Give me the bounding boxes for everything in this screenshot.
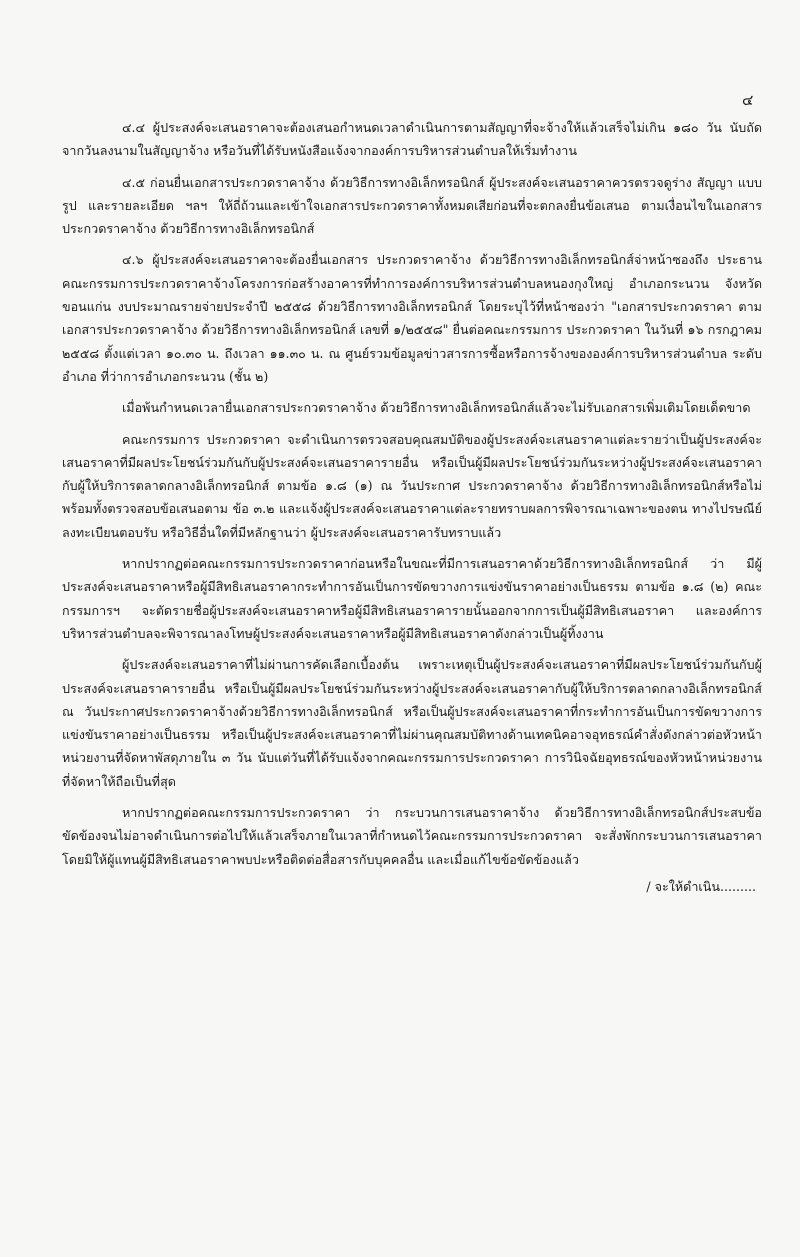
paragraph-obstruction: หากปรากฏต่อคณะกรรมการประกวดราคาก่อนหรือในขณะที่มีการเสนอราคาด้วยวิธีการทางอิเล็กทรอนิกส์ ว่า มีผู้ประสงค์จะเสนอราคาหรือผู้มีสิทธิเสนอราคากระทำการอันเป็นการขัดขวางการแข่งขันราคาอย่างเป็นธรรม ตามข้อ ๑.๘ (๒) คณะกรรมการฯ จะตัดรายชื่อผู้ประสงค์จะเสนอราคาหรือผู้มีสิทธิเสนอราคารายนั้นออกจากการเป็นผู้มีสิทธิเสนอราคา และองค์การบริหารส่วนตำบลจะพิจารณาลงโทษผู้ประสงค์จะเสนอราคาหรือผู้มีสิทธิเสนอราคาดังกล่าวเป็นผู้ทิ้งงาน — [62, 556, 762, 641]
paragraph-deadline: เมื่อพ้นกำหนดเวลายื่นเอกสารประกวดราคาจ้าง ด้วยวิธีการทางอิเล็กทรอนิกส์แล้วจะไม่รับเอกสารเพิ่มเติมโดยเด็ดขาด — [122, 400, 751, 416]
paragraph-4-4: ๔.๔ ผู้ประสงค์จะเสนอราคาจะต้องเสนอกำหนดเวลาดำเนินการตามสัญญาที่จะจ้างให้แล้วเสร็จไม่เกิน ๑๘๐ วัน นับถัดจากวันลงนามในสัญญาจ้าง หรือวันที่ได้รับหนังสือแจ้งจากองค์การบริหารส่วนตำบลให้เริ่มทำงาน — [62, 120, 762, 159]
paragraph-committee-review: คณะกรรมการ ประกวดราคา จะดำเนินการตรวจสอบคุณสมบัติของผู้ประสงค์จะเสนอราคาแต่ละรายว่าเป็นผู้ประสงค์จะเสนอราคาที่มีผลประโยชน์ร่วมกันกับผู้ประสงค์จะเสนอราคารายอื่น หรือเป็นผู้มีผลประโยชน์ร่วมกันระหว่างผู้ประสงค์จะเสนอราคากับผู้ให้บริการตลาดกลางอิเล็กทรอนิกส์ ตามข้อ ๑.๘ (๑) ณ วันประกาศ ประกวดราคาจ้าง ด้วยวิธีการทางอิเล็กทรอนิกส์หรือไม่ พร้อมทั้งตรวจสอบข้อเสนอตาม ข้อ ๓.๒ และแจ้งผู้ประสงค์จะเสนอราคาแต่ละรายทราบผลการพิจารณาเฉพาะของตน ทางไปรษณีย์ลงทะเบียนตอบรับ หรือวิธีอื่นใดที่มีหลักฐานว่า ผู้ประสงค์จะเสนอราคารับทราบแล้ว — [62, 431, 762, 540]
continuation-note: / จะให้ดำเนิน......... — [646, 878, 756, 894]
page-number: ๔ — [742, 91, 754, 109]
paragraph-appeal: ผู้ประสงค์จะเสนอราคาที่ไม่ผ่านการคัดเลือกเบื้องต้น เพราะเหตุเป็นผู้ประสงค์จะเสนอราคาที่มีผลประโยชน์ร่วมกันกับผู้ประสงค์จะเสนอราคารายอื่น หรือเป็นผู้มีผลประโยชน์ร่วมกันระหว่างผู้ประสงค์จะเสนอราคากับผู้ให้บริการตลาดกลางอิเล็กทรอนิกส์ ณ วันประกาศประกวดราคาจ้างด้วยวิธีการทางอิเล็กทรอนิกส์ หรือเป็นผู้ประสงค์จะเสนอราคาที่กระทำการอันเป็นการขัดขวางการแข่งขันราคาอย่างเป็นธรรม หรือเป็นผู้ประสงค์จะเสนอราคาที่ไม่ผ่านคุณสมบัติทางด้านเทคนิคอาจอุทธรณ์คำสั่งดังกล่าวต่อหัวหน้าหน่วยงานที่จัดหาพัสดุภายใน ๓ วัน นับแต่วันที่ได้รับแจ้งจากคณะกรรมการประกวดราคา การวินิจฉัยอุทธรณ์ของหัวหน้าหน่วยงานที่จัดหาให้ถือเป็นที่สุด — [62, 657, 762, 789]
document-body — [62, 116, 762, 898]
paragraph-4-6: ๔.๖ ผู้ประสงค์จะเสนอราคาจะต้องยื่นเอกสาร ประกวดราคาจ้าง ด้วยวิธีการทางอิเล็กทรอนิกส์จ่าหน้าซองถึง ประธานคณะกรรมการประกวดราคาจ้างโครงการก่อสร้างอาคารที่ทำการองค์การบริหารส่วนตำบลหนองกุงใหญ่ อำเภอกระนวน จังหวัด ขอนแก่น งบประมาณรายจ่ายประจำปี ๒๕๕๘ ด้วยวิธีการทางอิเล็กทรอนิกส์ โดยระบุไว้ที่หน้าซองว่า "เอกสารประกวดราคา ตามเอกสารประกวดราคาจ้าง ด้วยวิธีการทางอิเล็กทรอนิกส์ เลขที่ ๑/๒๕๕๘" ยื่นต่อคณะกรรมการ ประกวดราคา ในวันที่ ๑๖ กรกฎาคม ๒๕๕๘ ตั้งแต่เวลา ๑๐.๓๐ น. ถึงเวลา ๑๑.๓๐ น. ณ ศูนย์รวมข้อมูลข่าวสารการซื้อหรือการจ้างขององค์การบริหารส่วนตำบล ระดับอำเภอ ที่ว่าการอำเภอกระนวน (ชั้น ๒) — [62, 252, 762, 384]
paragraph-4-5: ๔.๕ ก่อนยื่นเอกสารประกวดราคาจ้าง ด้วยวิธีการทางอิเล็กทรอนิกส์ ผู้ประสงค์จะเสนอราคาควรตรวจดูร่าง สัญญา แบบรูป และรายละเอียด ฯลฯ ให้ถี่ถ้วนและเข้าใจเอกสารประกวดราคาทั้งหมดเสียก่อนที่จะตกลงยื่นข้อเสนอ ตามเงื่อนไขในเอกสารประกวดราคาจ้าง ด้วยวิธีการทางอิเล็กทรอนิกส์ — [62, 174, 762, 237]
paragraph-suspension: หากปรากฏต่อคณะกรรมการประกวดราคา ว่า กระบวนการเสนอราคาจ้าง ด้วยวิธีการทางอิเล็กทรอนิกส์ประสบข้อขัดข้องจนไม่อาจดำเนินการต่อไปให้แล้วเสร็จภายในเวลาที่กำหนดไว้คณะกรรมการประกวดราคา จะสั่งพักกระบวนการเสนอราคา โดยมิให้ผู้แทนผู้มีสิทธิเสนอราคาพบปะหรือติดต่อสื่อสารกับบุคคลอื่น และเมื่อแก้ไขข้อขัดข้องแล้ว — [62, 805, 762, 867]
